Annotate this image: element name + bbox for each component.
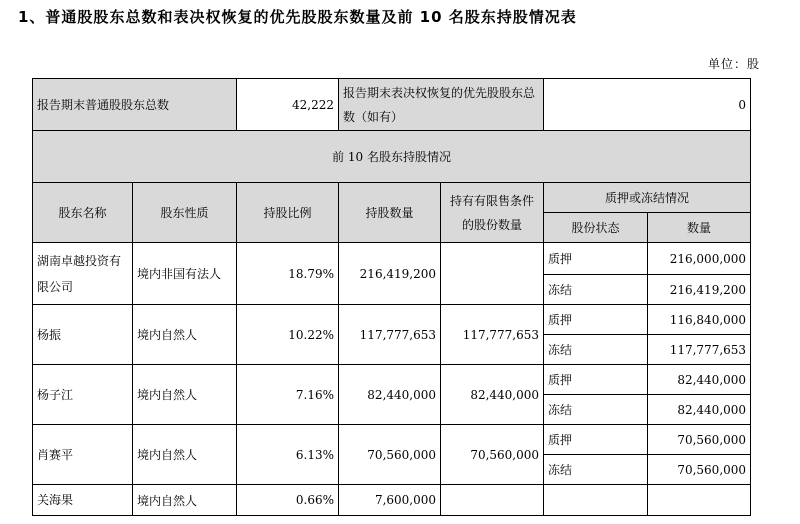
holding-ratio: 18.79% bbox=[237, 243, 339, 305]
shareholder-nature: 境内自然人 bbox=[133, 305, 237, 365]
restricted-shares bbox=[441, 243, 544, 305]
shareholder-name: 杨子江 bbox=[33, 365, 133, 425]
col-header-name: 股东名称 bbox=[33, 183, 133, 243]
shareholder-name: 杨振 bbox=[33, 305, 133, 365]
section-heading: 1、普通股股东总数和表决权恢复的优先股股东数量及前 10 名股东持股情况表 bbox=[18, 8, 577, 26]
pledge-qty bbox=[648, 485, 751, 516]
holding-shares: 117,777,653 bbox=[339, 305, 441, 365]
holding-ratio: 10.22% bbox=[237, 305, 339, 365]
col-header-pledge-qty: 数量 bbox=[648, 213, 751, 243]
pledge-qty: 70,560,000 bbox=[648, 455, 751, 485]
top10-title: 前 10 名股东持股情况 bbox=[33, 131, 751, 183]
shareholder-nature: 境内自然人 bbox=[133, 485, 237, 516]
shareholder-nature: 境内非国有法人 bbox=[133, 243, 237, 305]
col-header-restricted: 持有有限售条件的股份数量 bbox=[441, 183, 544, 243]
restricted-shares: 117,777,653 bbox=[441, 305, 544, 365]
pledge-status: 质押 bbox=[544, 365, 648, 395]
pledge-qty: 82,440,000 bbox=[648, 365, 751, 395]
col-header-ratio: 持股比例 bbox=[237, 183, 339, 243]
pledge-status: 冻结 bbox=[544, 275, 648, 305]
common-holders-label: 报告期末普通股股东总数 bbox=[33, 79, 237, 131]
pledge-status: 质押 bbox=[544, 243, 648, 275]
pledge-qty: 82,440,000 bbox=[648, 395, 751, 425]
col-header-shares: 持股数量 bbox=[339, 183, 441, 243]
table-row bbox=[33, 425, 751, 455]
col-header-pledge-status: 股份状态 bbox=[544, 213, 648, 243]
pledge-status: 冻结 bbox=[544, 455, 648, 485]
unit-label: 单位：股 bbox=[707, 57, 760, 71]
common-holders-value: 42,222 bbox=[237, 79, 339, 131]
holding-ratio: 7.16% bbox=[237, 365, 339, 425]
summary-row bbox=[33, 79, 751, 131]
pledge-status: 质押 bbox=[544, 305, 648, 335]
pledge-qty: 117,777,653 bbox=[648, 335, 751, 365]
shareholder-name: 肖赛平 bbox=[33, 425, 133, 485]
holding-ratio: 6.13% bbox=[237, 425, 339, 485]
pledge-status: 冻结 bbox=[544, 395, 648, 425]
shareholder-table bbox=[32, 78, 751, 516]
col-header-pledge-group: 质押或冻结情况 bbox=[544, 183, 751, 213]
shareholder-name: 湖南卓越投资有限公司 bbox=[33, 243, 133, 305]
holding-shares: 7,600,000 bbox=[339, 485, 441, 516]
shareholder-name: 关海果 bbox=[33, 485, 133, 516]
shareholder-nature: 境内自然人 bbox=[133, 425, 237, 485]
pledge-qty: 216,000,000 bbox=[648, 243, 751, 275]
holding-ratio: 0.66% bbox=[237, 485, 339, 516]
pref-holders-label: 报告期末表决权恢复的优先股股东总数（如有） bbox=[339, 79, 544, 131]
table-row bbox=[33, 243, 751, 275]
pledge-status: 冻结 bbox=[544, 335, 648, 365]
header-row-1 bbox=[33, 183, 751, 213]
restricted-shares: 70,560,000 bbox=[441, 425, 544, 485]
holding-shares: 70,560,000 bbox=[339, 425, 441, 485]
table-row bbox=[33, 305, 751, 335]
holding-shares: 216,419,200 bbox=[339, 243, 441, 305]
pref-holders-value: 0 bbox=[544, 79, 751, 131]
pledge-qty: 116,840,000 bbox=[648, 305, 751, 335]
holding-shares: 82,440,000 bbox=[339, 365, 441, 425]
table-row bbox=[33, 365, 751, 395]
col-header-nature: 股东性质 bbox=[133, 183, 237, 243]
pledge-qty: 70,560,000 bbox=[648, 425, 751, 455]
pledge-status bbox=[544, 485, 648, 516]
pledge-status: 质押 bbox=[544, 425, 648, 455]
table-row bbox=[33, 485, 751, 516]
shareholder-nature: 境内自然人 bbox=[133, 365, 237, 425]
pledge-qty: 216,419,200 bbox=[648, 275, 751, 305]
restricted-shares bbox=[441, 485, 544, 516]
top10-title-row bbox=[33, 131, 751, 183]
restricted-shares: 82,440,000 bbox=[441, 365, 544, 425]
